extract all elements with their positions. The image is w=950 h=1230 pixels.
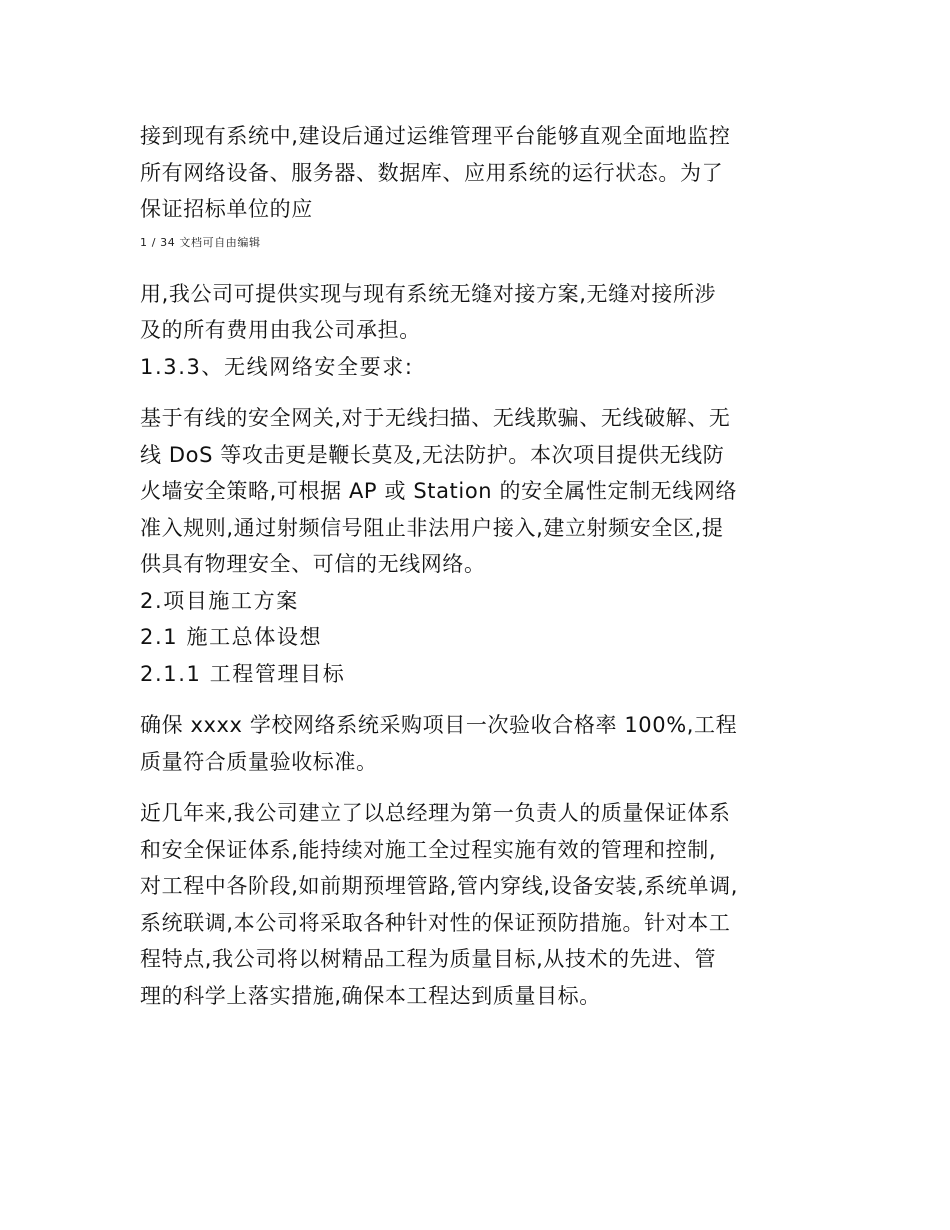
- section-heading-management-goal: 2.1.1 工程管理目标: [140, 661, 346, 686]
- text-line: 质量符合质量验收标准。: [140, 749, 378, 774]
- section-heading-construction-plan: 2.项目施工方案: [140, 588, 299, 613]
- text-line: 程特点,我公司将以树精品工程为质量目标,从技术的先进、管: [140, 947, 717, 971]
- text-line: 火墙安全策略,可根据 AP 或 Station 的安全属性定制无线网络: [140, 479, 738, 503]
- text-line: 近几年来,我公司建立了以总经理为第一负责人的质量保证体系: [140, 801, 731, 825]
- document-page: [140, 118, 820, 1014]
- text-line: 系统联调,本公司将采取各种针对性的保证预防措施。针对本工: [140, 910, 731, 935]
- text-line: 及的所有费用由我公司承担。: [140, 318, 421, 342]
- text-line: 确保 xxxx 学校网络系统采购项目一次验收合格率 100%,工程: [140, 713, 738, 737]
- text-line: 线 DoS 等攻击更是鞭长莫及,无法防护。本次项目提供无线防: [140, 442, 725, 467]
- section-heading-wireless-security: 1.3.3、无线网络安全要求:: [140, 354, 414, 379]
- text-line: 保证招标单位的应: [140, 197, 313, 221]
- text-line: 所有网络设备、服务器、数据库、应用系统的运行状态。为了: [140, 160, 724, 185]
- paragraph-quality-assurance: [140, 795, 820, 1014]
- text-line: 和安全保证体系,能持续对施工全过程实施有效的管理和控制,: [140, 837, 717, 862]
- text-line: 用,我公司可提供实现与现有系统无缝对接方案,无缝对接所涉: [140, 281, 717, 306]
- text-line: 供具有物理安全、可信的无线网络。: [140, 552, 486, 576]
- text-line: 基于有线的安全网关,对于无线扫描、无线欺骗、无线破解、无: [140, 406, 731, 430]
- paragraph-seamless-integration: [140, 276, 820, 349]
- paragraph-wireless-firewall: [140, 400, 820, 583]
- paragraph-acceptance-goal: [140, 707, 820, 780]
- paragraph-monitoring: [140, 118, 820, 228]
- text-line: 对工程中各阶段,如前期预埋管路,管内穿线,设备安装,系统单调,: [140, 874, 738, 898]
- text-line: 理的科学上落实措施,确保本工程达到质量目标。: [140, 983, 601, 1008]
- text-line: 准入规则,通过射频信号阻止非法用户接入,建立射频安全区,提: [140, 515, 724, 540]
- text-line: 接到现有系统中,建设后通过运维管理平台能够直观全面地监控: [140, 124, 731, 148]
- section-heading-overall-concept: 2.1 施工总体设想: [140, 625, 323, 649]
- page-footer: 1 / 34 文档可自由编辑: [140, 235, 261, 249]
